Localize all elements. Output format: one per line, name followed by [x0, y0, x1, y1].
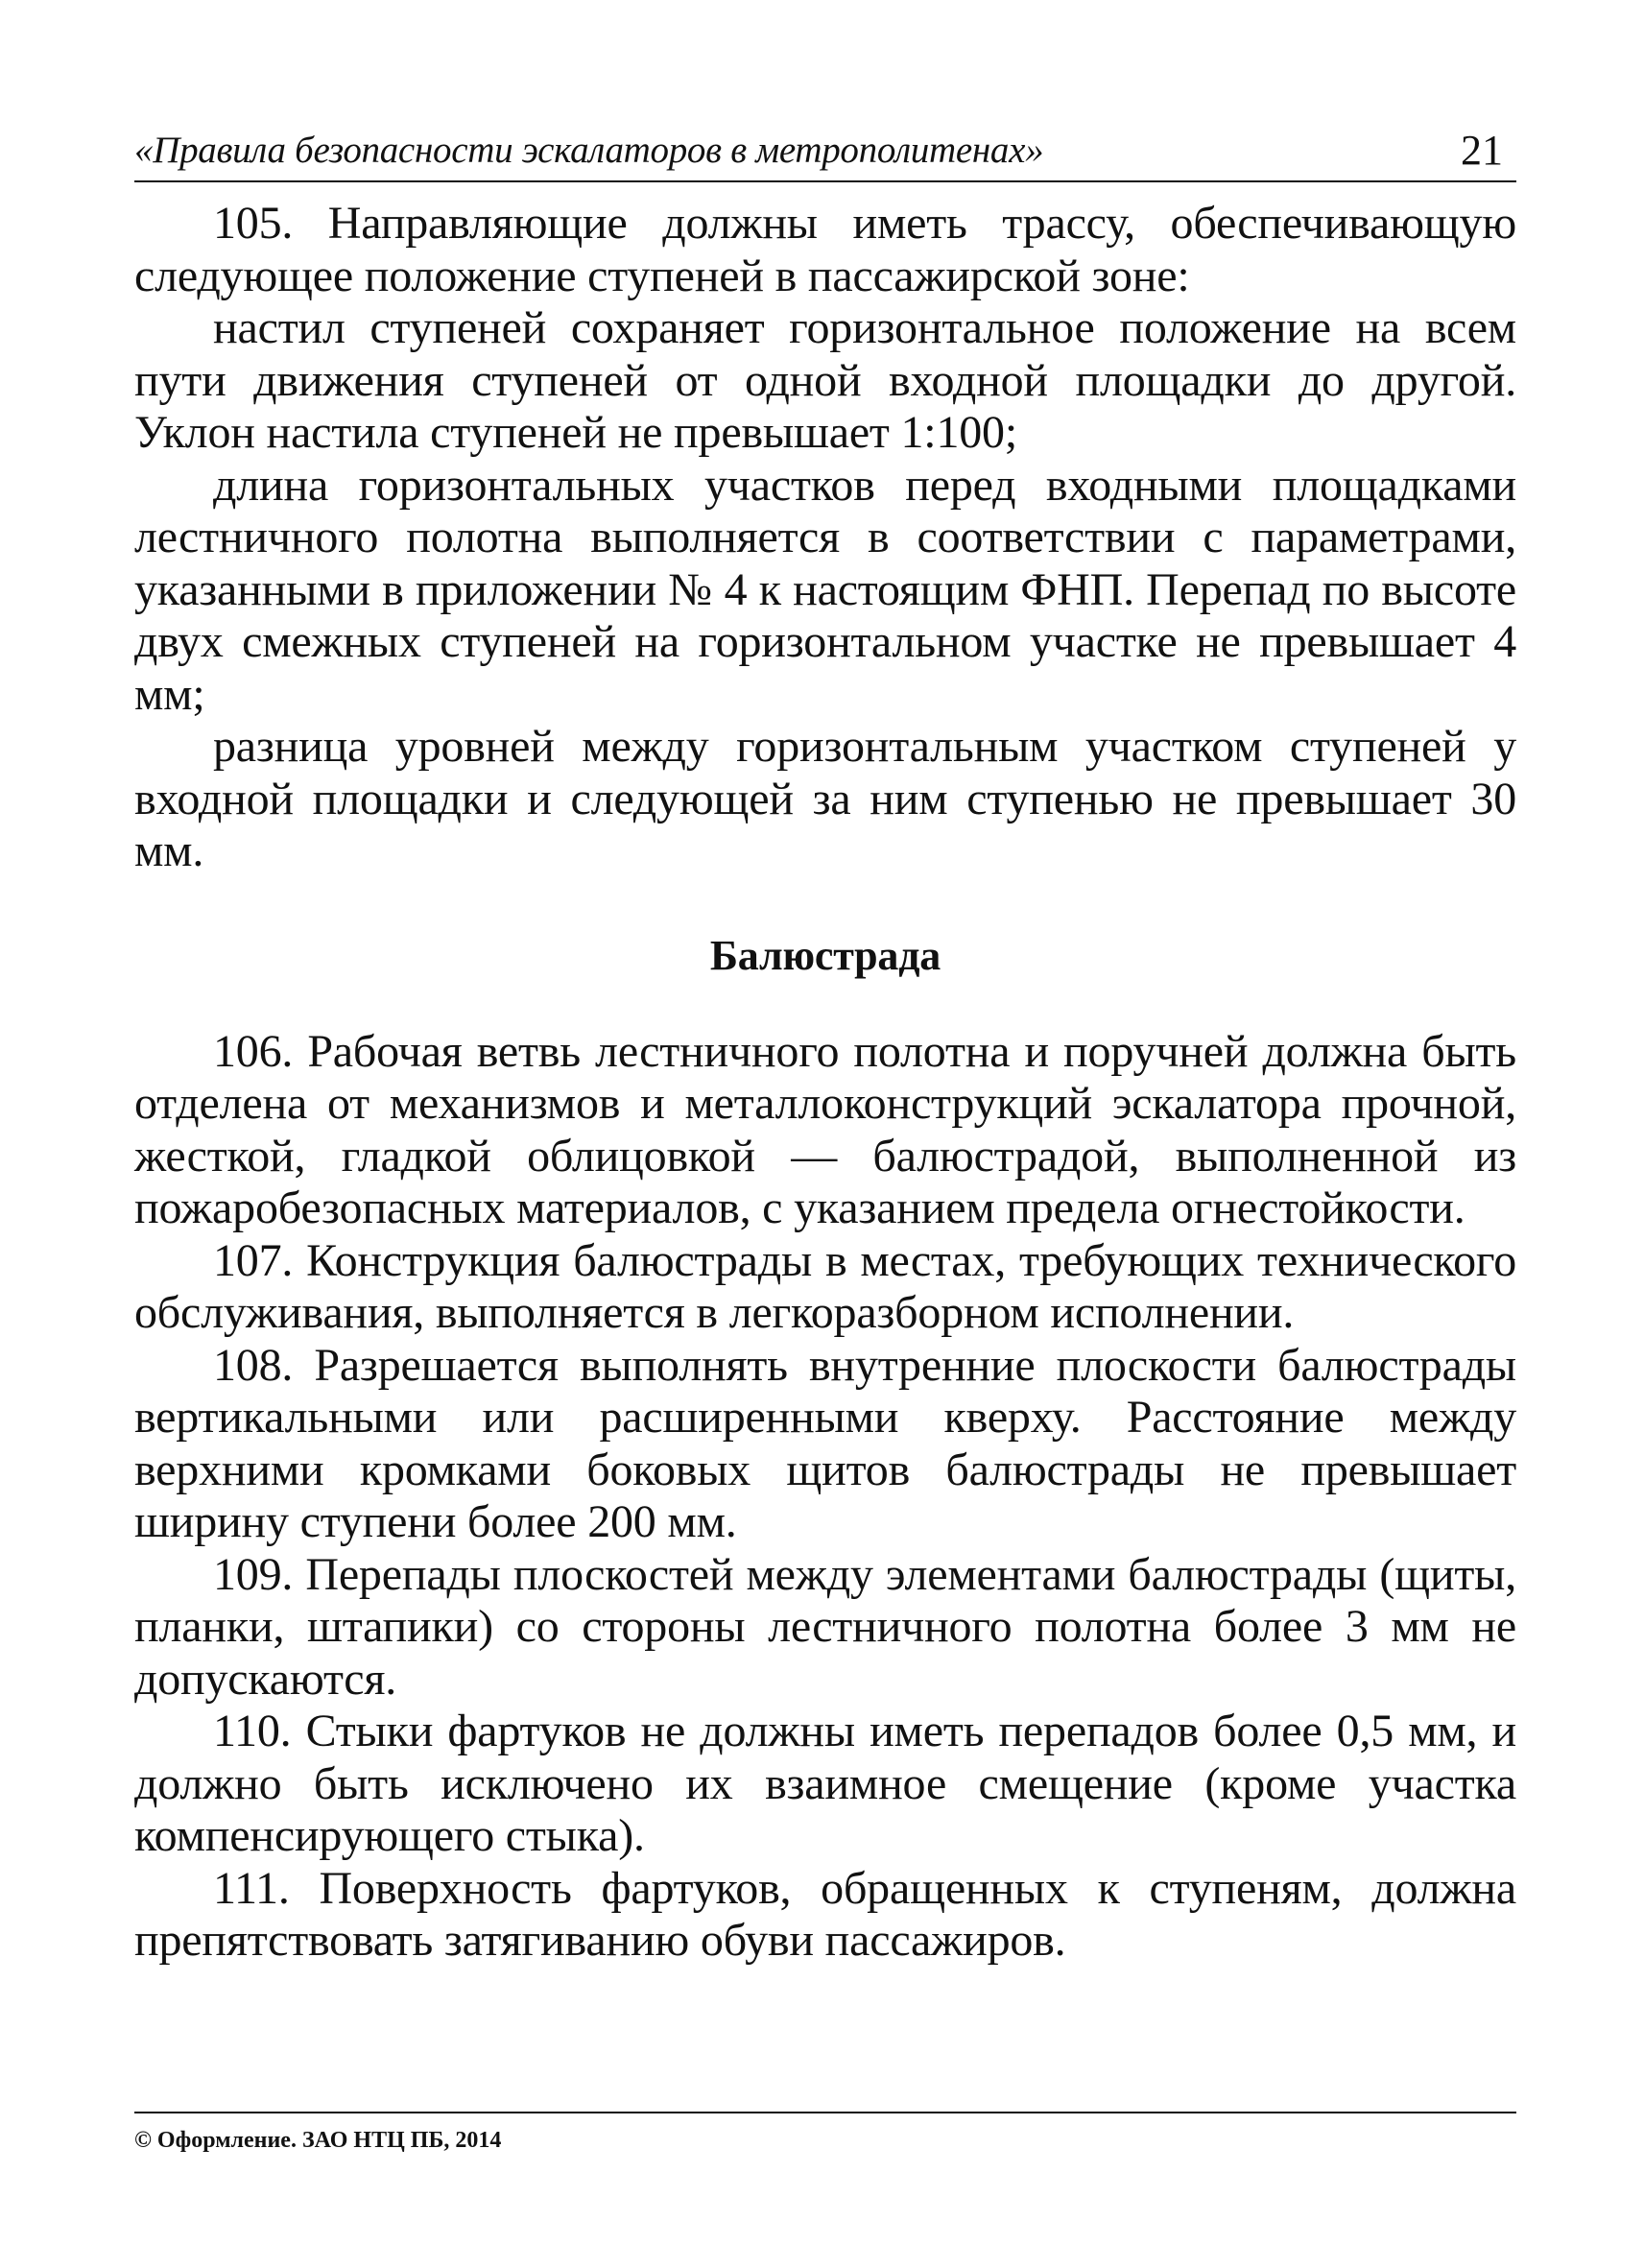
paragraph-107: 107. Конструкция балюстрады в местах, требующих технического обслуживания, выполняется в легкоразборном исполнении.: [134, 1234, 1516, 1338]
paragraph-105-item-1: настил ступеней сохраняет горизонтальное положение на всем пути движения ступеней от одной входной площадки до другой. Уклон настила ступеней не превышает 1:100;: [134, 302, 1516, 458]
paragraph-106: 106. Рабочая ветвь лестничного полотна и поручней должна быть отделена от механизмов и металлоконструкций эскалатора прочной, жесткой, гладкой облицовкой — балюстрадой, выполненной из пожаробезопасных материалов, с указанием предела огнестойкости.: [134, 1025, 1516, 1233]
document-body: [134, 198, 1516, 1968]
running-title: «Правила безопасности эскалаторов в метрополитенах»: [134, 130, 1044, 171]
paragraph-105-item-2: длина горизонтальных участков перед входными площадками лестничного полотна выполняется в соответствии с параметрами, указанными в приложении № 4 к настоящим ФНП. Перепад по высоте двух смежных ступеней на горизонтальном участке не превышает 4 мм;: [134, 459, 1516, 720]
document-page: [134, 0, 1516, 2268]
paragraph-105-item-3: разница уровней между горизонтальным участком ступеней у входной площадки и следующей за ним ступенью не превышает 30 мм.: [134, 721, 1516, 876]
paragraph-110: 110. Стыки фартуков не должны иметь перепадов более 0,5 мм, и должно быть исключено их взаимное смещение (кроме участка компенсирующего стыка).: [134, 1706, 1516, 1861]
paragraph-111: 111. Поверхность фартуков, обращенных к ступеням, должна препятствовать затягиванию обуви пассажиров.: [134, 1862, 1516, 1966]
page-number: 21: [1461, 127, 1503, 174]
paragraph-105: 105. Направляющие должны иметь трассу, обеспечивающую следующее положение ступеней в пассажирской зоне:: [134, 198, 1516, 301]
paragraph-108: 108. Разрешается выполнять внутренние плоскости балюстрады вертикальными или расширенными кверху. Расстояние между верхними кромками боковых щитов балюстрады не превышает ширину ступени более 200 мм.: [134, 1339, 1516, 1547]
running-header: [134, 123, 1516, 182]
footer-copyright: © Оформление. ЗАО НТЦ ПБ, 2014: [134, 2128, 502, 2153]
footer-divider: [134, 2112, 1516, 2113]
paragraph-109: 109. Перепады плоскостей между элементами балюстрады (щиты, планки, штапики) со стороны лестничного полотна более 3 мм не допускаются.: [134, 1548, 1516, 1705]
section-heading: Балюстрада: [709, 931, 941, 979]
